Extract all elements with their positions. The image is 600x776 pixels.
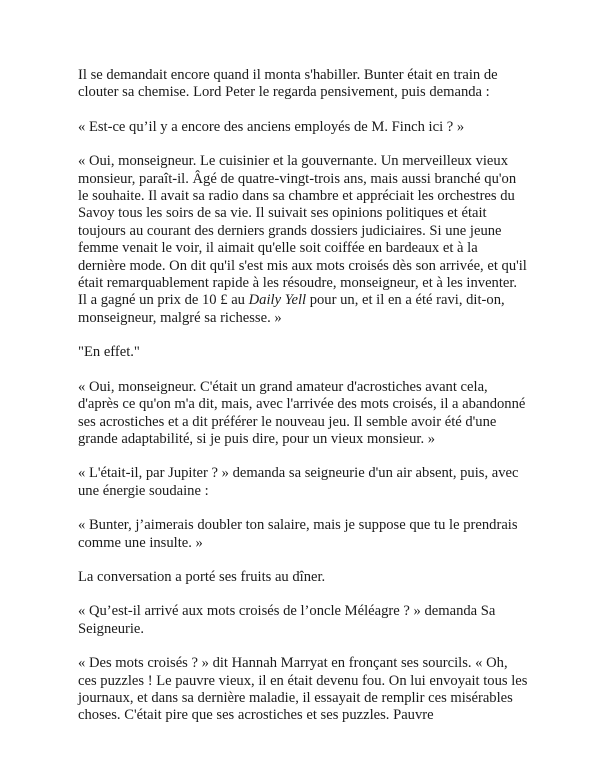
paragraph-4: "En effet.": [78, 344, 140, 361]
paragraph-1: Il se demandait encore quand il monta s'habiller. Bunter était en train de clouter sa chemise. Lord Peter le regarda pensivement, puis demanda :: [78, 67, 498, 101]
paragraph-9: « Qu’est-il arrivé aux mots croisés de l’oncle Méléagre ? » demanda Sa Seigneurie.: [78, 603, 496, 637]
paragraph-2: « Est-ce qu’il y a encore des anciens employés de M. Finch ici ? »: [78, 118, 465, 135]
paragraph-7: « Bunter, j’aimerais doubler ton salaire, mais je suppose que tu le prendrais comme une insulte. »: [78, 517, 518, 551]
newspaper-title: Daily Yell: [248, 292, 307, 309]
paragraph-3: [78, 153, 528, 327]
paragraph-3-text-after: pour un, et il en a été ravi, dit-on, monseigneur, malgré sa richesse. »: [78, 292, 505, 326]
paragraph-5: « Oui, monseigneur. C'était un grand amateur d'acrostiches avant cela, d'après ce qu'on m'a dit, mais, avec l'arrivée des mots croisés, il a abandonné ses acrostiches et a dit préférer le nouveau jeu. Il semble avoir été d'une grande adaptabilité, si je puis dire, pour un vieux monsieur. »: [78, 378, 526, 447]
document-body: [78, 67, 528, 742]
paragraph-3-text-before: « Oui, monseigneur. Le cuisinier et la gouvernante. Un merveilleux vieux monsieur, paraît-il. Âgé de quatre-vingt-trois ans, mais aussi branché qu'on le souhaite. Il avait sa radio dans sa chambre et appréciait les orchestres du Savoy tous les soirs de sa vie. Il suivait ses opinions politiques et était toujours au courant des derniers grands dossiers judiciaires. Si une jeune femme venait le voir, il aimait qu'elle soit coiffée en bardeaux et à la dernière mode. On dit qu'il s'est mis aux mots croisés dès son arrivée, et qu'il était remarquablement rapide à les résoudre, monseigneur, et à les inventer. Il a gagné un prix de 10 £ au: [78, 153, 527, 309]
paragraph-10: « Des mots croisés ? » dit Hannah Marryat en fronçant ses sourcils. « Oh, ces puzzles ! Le pauvre vieux, il en était devenu fou. On lui envoyait tous les journaux, et dans sa dernière maladie, il essayait de remplir ces misérables choses. C'était pire que ses acrostiches et ses puzzles. Pauvre: [78, 655, 528, 724]
paragraph-6: « L'était-il, par Jupiter ? » demanda sa seigneurie d'un air absent, puis, avec une énergie soudaine :: [78, 465, 519, 499]
paragraph-8: La conversation a porté ses fruits au dîner.: [78, 568, 326, 585]
